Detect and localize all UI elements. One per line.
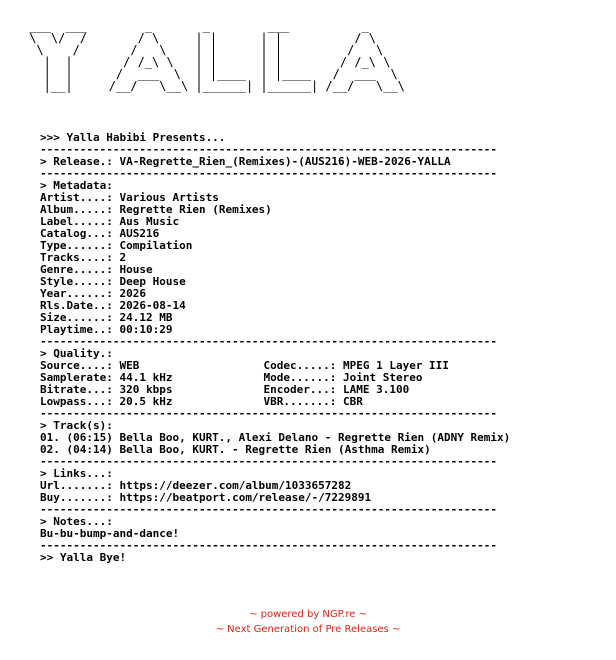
logo-line: \ / / \ | | | | / \ [22, 43, 384, 57]
quality-value: CBR [342, 395, 363, 408]
quality-value: 20.5 kHz [119, 395, 173, 408]
meta-value: 2026-08-14 [119, 299, 186, 312]
quality-key: VBR.......: [263, 395, 337, 408]
quality-key: Bitrate...: [40, 383, 113, 396]
divider: --------------------------------------------------------------------- [40, 539, 497, 552]
footer-tagline [0, 624, 616, 635]
logo-line: |__| /__/ \__\ |______| |______| /__/ \__\ [22, 79, 405, 93]
meta-key: Type......: [40, 239, 113, 252]
notes-heading: > Notes...: [40, 515, 113, 528]
release-value: VA-Regrette_Rien_(Remixes)-(AUS216)-WEB-2026-YALLA [119, 155, 451, 168]
footer-line-2: ~ Next Generation of Pre Releases ~ [215, 624, 401, 635]
meta-key: Year......: [40, 287, 113, 300]
quality-value: WEB [119, 359, 140, 372]
quality-key: Source....: [40, 359, 113, 372]
logo-line: | | / /_\ \ | | | | / /_\ \ [22, 55, 391, 69]
meta-key: Artist....: [40, 191, 113, 204]
logo-line: \ \/ / / \ | | | | / \ [22, 31, 377, 45]
outro-line: >> Yalla Bye! [40, 551, 127, 564]
intro-line: >>> Yalla Habibi Presents... [40, 131, 226, 144]
beatport-link[interactable]: https://beatport.com/release/-/7229891 [119, 491, 372, 504]
quality-key: Samplerate: [40, 371, 113, 384]
quality-value: 320 kbps [119, 383, 173, 396]
quality-key: Lowpass...: [40, 395, 113, 408]
quality-value: LAME 3.100 [342, 383, 410, 396]
quality-key: Codec.....: [263, 359, 337, 372]
nfo-body [40, 132, 510, 564]
meta-value: House [119, 263, 153, 276]
meta-key: Album.....: [40, 203, 113, 216]
track-item: 01. (06:15) Bella Boo, KURT., Alexi Delano - Regrette Rien (ADNY Remix) [40, 431, 511, 444]
deezer-link[interactable]: https://deezer.com/album/1033657282 [119, 479, 352, 492]
meta-key: Tracks....: [40, 251, 113, 264]
footer-line-1: ~ powered by NGP.re ~ [249, 609, 367, 620]
meta-key: Playtime..: [40, 323, 113, 336]
link-key: Url.......: [40, 479, 113, 492]
logo-line: ___ ___ _ _ ___ _ [22, 19, 369, 33]
quality-key: Encoder...: [263, 383, 337, 396]
meta-key: Size......: [40, 311, 113, 324]
meta-value: Regrette Rien (Remixes) [119, 203, 272, 216]
track-item: 02. (04:14) Bella Boo, KURT. - Regrette Rien (Asthma Remix) [40, 443, 431, 456]
quality-value: 44.1 kHz [119, 371, 173, 384]
divider: --------------------------------------------------------------------- [40, 167, 497, 180]
divider: --------------------------------------------------------------------- [40, 407, 497, 420]
logo-line: | | / ___ \ | |____ | |____ / ___ \ [22, 67, 398, 81]
meta-value: Deep House [119, 275, 186, 288]
meta-value: Compilation [119, 239, 193, 252]
quality-key: Mode......: [263, 371, 337, 384]
divider: --------------------------------------------------------------------- [40, 335, 497, 348]
divider: --------------------------------------------------------------------- [40, 143, 497, 156]
link-key: Buy.......: [40, 491, 113, 504]
notes-text: Bu-bu-bump-and-dance! [40, 527, 180, 540]
quality-value: Joint Stereo [342, 371, 423, 384]
meta-key: Label.....: [40, 215, 113, 228]
tracks-heading: > Track(s): [40, 419, 113, 432]
meta-value: 24.12 MB [119, 311, 173, 324]
links-heading: > Links...: [40, 467, 113, 480]
meta-value: 2 [119, 251, 127, 264]
quality-value: MPEG 1 Layer III [342, 359, 449, 372]
meta-key: Genre.....: [40, 263, 113, 276]
metadata-heading: > Metadata: [40, 179, 113, 192]
meta-value: Various Artists [119, 191, 219, 204]
divider: --------------------------------------------------------------------- [40, 503, 497, 516]
meta-key: Rls.Date..: [40, 299, 113, 312]
meta-key: Style.....: [40, 275, 113, 288]
meta-value: Aus Music [119, 215, 180, 228]
divider: --------------------------------------------------------------------- [40, 455, 497, 468]
meta-value: AUS216 [119, 227, 160, 240]
meta-value: 2026 [119, 287, 146, 300]
quality-heading: > Quality.: [40, 347, 113, 360]
meta-value: 00:10:29 [119, 323, 173, 336]
yalla-ascii-logo [22, 20, 405, 92]
meta-key: Catalog...: [40, 227, 113, 240]
footer-powered-by [0, 609, 616, 620]
release-label: > Release.: [40, 155, 113, 168]
